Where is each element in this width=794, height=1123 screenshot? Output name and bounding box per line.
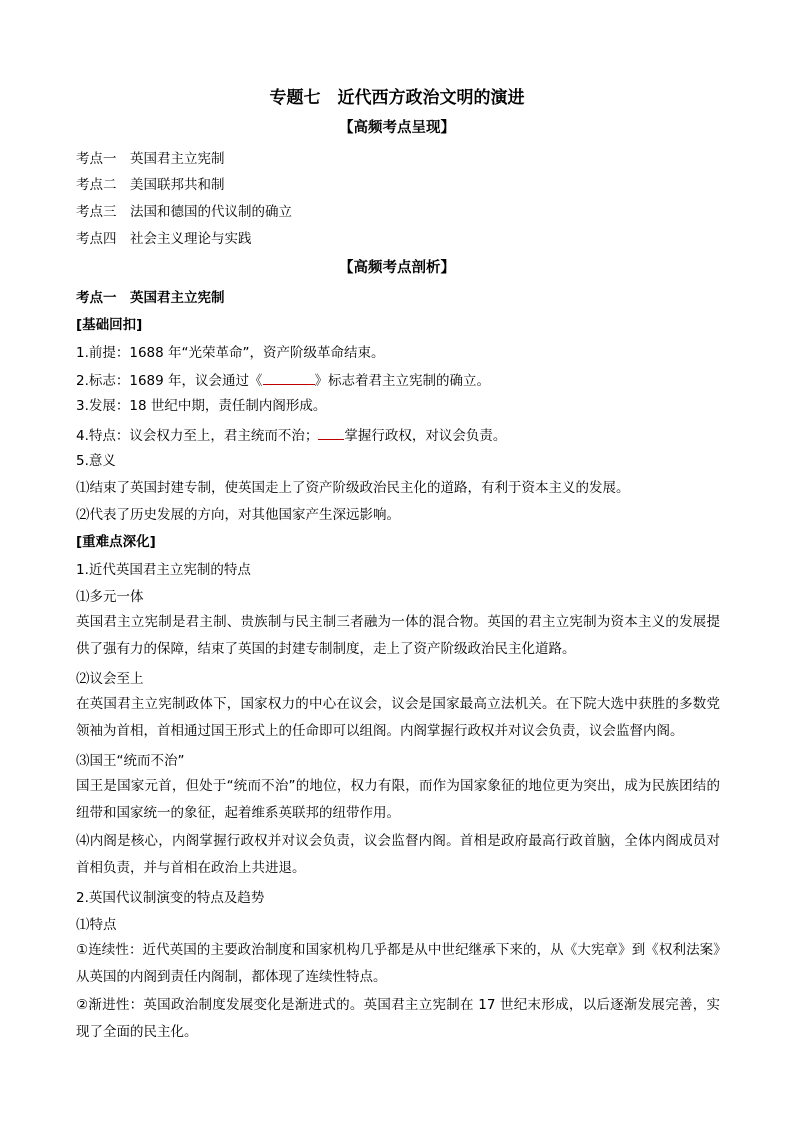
section-heading-analysis: 【高频考点剖析】: [339, 260, 455, 276]
zhongnan-paragraph-3: 国王是国家元首，但处于“统而不治”的地位，权力有限，而作为国家象征的地位更为突出，成为民族团结的纽带和国家统一的象征，起着维系英联邦的纽带作用。: [76, 778, 720, 821]
zhongnan-paragraph-2: 在英国君主立宪制政体下，国家权力的中心在议会，议会是国家最高立法机关。在下院大选中获胜的多数党领袖为首相，首相通过国王形式上的任命即可以组阁。内阁掌握行政权并对议会负责，议会监督内阁。: [76, 696, 720, 739]
zhongnan-sub-1: ⑴多元一体: [76, 589, 144, 605]
kaodian-1-heading: 考点一 英国君主立宪制: [76, 290, 225, 306]
zhongnan-paragraph-5: ①连续性：近代英国的主要政治制度和国家机构几乎都是从中世纪继承下来的，从《大宪章》到《权利法案》从英国的内阁到责任内阁制，都体现了连续性特点。: [76, 942, 720, 985]
jichu-line-1: 1.前提：1688 年“光荣革命”，资产阶级革命结束。: [76, 345, 385, 361]
section-heading-presentation: 【高频考点呈现】: [339, 120, 455, 136]
jichu-line-6: ⑴结束了英国封建专制，使英国走上了资产阶级政治民主化的道路，有利于资本主义的发展。: [76, 480, 630, 496]
jichu-line-3: 3.发展：18 世纪中期，责任制内阁形成。: [76, 398, 327, 414]
fill-blank-1: [263, 370, 315, 385]
page-title: 专题七 近代西方政治文明的演进: [269, 88, 525, 108]
jichu-line-7: ⑵代表了历史发展的方向，对其他国家产生深远影响。: [76, 507, 400, 523]
zhongnan-sub-3: ⑶国王“统而不治”: [76, 753, 185, 769]
zhongnan-heading: [重难点深化]: [76, 534, 156, 550]
kaodian-item-4: 考点四 社会主义理论与实践: [76, 231, 252, 247]
fill-blank-2: [318, 425, 344, 440]
zhongnan-paragraph-4: ⑷内阁是核心，内阁掌握行政权并对议会负责，议会监督内阁。首相是政府最高行政首脑，全体内阁成员对首相负责，并与首相在政治上共进退。: [76, 833, 720, 876]
zhongnan-sub-4: ⑴特点: [76, 917, 117, 933]
zhongnan-paragraph-6: ②渐进性：英国政治制度发展变化是渐进式的。英国君主立宪制在 17 世纪末形成，以后逐渐发展完善，实现了全面的民主化。: [76, 997, 720, 1040]
kaodian-item-3: 考点三 法国和德国的代议制的确立: [76, 204, 292, 220]
jichu-line-2-post: 》标志着君主立宪制的确立。: [314, 373, 491, 389]
jichu-line-4: [76, 425, 506, 445]
zhongnan-heading-2: 2.英国代议制演变的特点及趋势: [76, 890, 265, 906]
kaodian-item-1: 考点一 英国君主立宪制: [76, 151, 225, 167]
jichu-line-4-post: 掌握行政权，对议会负责。: [344, 428, 507, 444]
jichu-line-5: 5.意义: [76, 453, 116, 469]
jichu-line-4-pre: 4.特点：议会权力至上，君主统而不治；: [76, 428, 319, 444]
jichu-line-2: [76, 370, 490, 390]
zhongnan-paragraph-1: 英国君主立宪制是君主制、贵族制与民主制三者融为一体的混合物。英国的君主立宪制为资本主义的发展提供了强有力的保障，结束了英国的封建专制制度，走上了资产阶级政治民主化道路。: [76, 614, 720, 657]
zhongnan-heading-1: 1.近代英国君主立宪制的特点: [76, 562, 251, 578]
jichu-heading: [基础回扣]: [76, 317, 143, 333]
jichu-line-2-pre: 2.标志：1689 年，议会通过《: [76, 373, 263, 389]
zhongnan-sub-2: ⑵议会至上: [76, 671, 144, 687]
kaodian-item-2: 考点二 美国联邦共和制: [76, 177, 225, 193]
